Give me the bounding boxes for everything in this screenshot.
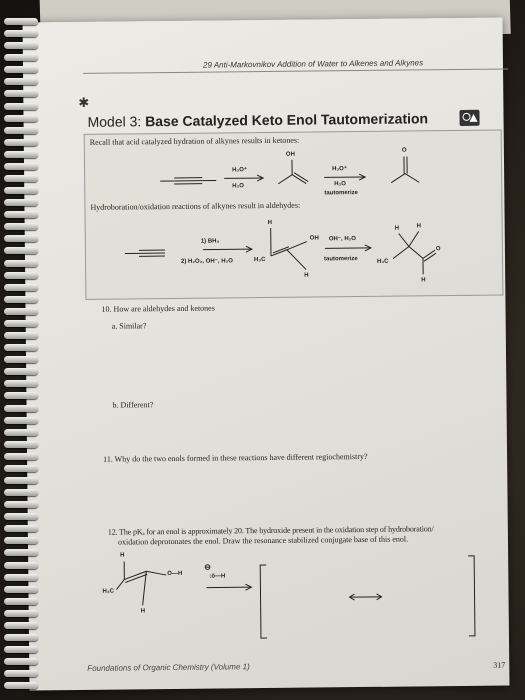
spiral-coil: [4, 127, 38, 134]
footer: Foundations of Organic Chemistry (Volume 1): [87, 662, 250, 673]
scheme1-reagent2-top: H₃O⁺: [332, 166, 348, 173]
question-12-line2: oxidation deprotonates the enol. Draw the resonance stabilized conjugate base of this enol.: [117, 534, 409, 547]
spiral-coil: [4, 344, 38, 351]
spiral-coil: [4, 368, 38, 375]
star-icon: ✱: [78, 95, 90, 111]
spiral-coil: [4, 103, 38, 110]
scheme2-h3c: H₃C: [253, 257, 266, 264]
spiral-coil: [4, 392, 38, 399]
spiral-coil: [4, 332, 38, 339]
scheme2-h-bottom: H: [304, 272, 309, 279]
spiral-coil: [4, 308, 38, 315]
scheme2-ald-h3c: H₃C: [377, 258, 389, 265]
spiral-coil: [4, 489, 38, 496]
q12-o-h: O—H: [167, 570, 183, 578]
spiral-coil: [4, 296, 38, 303]
spiral-coil: [4, 78, 38, 85]
scheme2-reagent-top: OH⁻, H₂O: [328, 236, 357, 243]
scheme1-tautomerize: tautomerize: [324, 190, 359, 197]
spiral-coil: [4, 54, 38, 61]
spiral-coil: [4, 441, 38, 448]
spiral-coil: [4, 549, 38, 556]
scheme1-reagent1-bottom: H₂O: [232, 183, 244, 190]
scheme2-oh-label: OH: [309, 235, 319, 242]
spiral-coil: [4, 151, 38, 158]
spiral-coil: [4, 417, 38, 424]
q12-left-bracket: [260, 565, 267, 638]
q12-right-bracket: [468, 556, 475, 636]
spiral-coil: [4, 586, 38, 593]
header-rule: [83, 68, 508, 73]
running-head: 29 Anti-Markovnikov Addition of Water to Alkenes and Alkynes: [202, 58, 424, 70]
spiral-binding: [0, 18, 42, 690]
spiral-coil: [4, 513, 38, 520]
spiral-coil: [4, 66, 38, 73]
scheme2-ald-h1: H: [394, 225, 400, 232]
question-10a: a. Similar?: [111, 321, 147, 331]
worksheet-page: [23, 18, 510, 691]
spiral-coil: [4, 356, 38, 363]
question-11: 11. Why do the two enols formed in these reactions have different regiochemistry?: [103, 451, 368, 464]
spiral-coil: [4, 163, 38, 170]
spiral-coil: [4, 658, 38, 665]
spiral-coil: [4, 610, 38, 617]
spiral-coil: [4, 42, 38, 49]
spiral-coil: [4, 682, 38, 689]
spiral-coil: [4, 465, 38, 472]
spiral-coil: [4, 187, 38, 194]
scheme1-ketone-o: O: [401, 147, 407, 154]
scheme2-h-top: H: [267, 219, 273, 226]
scheme1-reagent1-top: H₃O⁺: [232, 167, 248, 174]
spiral-coil: [4, 501, 38, 508]
scheme2-tautomerize: tautomerize: [323, 256, 358, 263]
spiral-coil: [4, 598, 38, 605]
box-line-aldehydes: Hydroboration/oxidation reactions of alkynes result in aldehydes:: [90, 200, 301, 212]
spiral-coil: [4, 260, 38, 267]
model-title-bold: Base Catalyzed Keto Enol Tautomerization: [145, 110, 429, 130]
activity-icon: [459, 110, 479, 126]
q12-hydroxide: :ö—H: [209, 573, 226, 580]
model-title: [87, 110, 428, 130]
spiral-coil: [4, 18, 38, 25]
q12-h3c: H₃C: [102, 588, 114, 595]
spiral-coil: [4, 646, 38, 653]
question-10b: b. Different?: [112, 400, 154, 410]
spiral-coil: [4, 284, 38, 291]
spiral-coil: [4, 453, 38, 460]
scheme2-ald-h2: H: [416, 223, 422, 230]
spiral-coil: [4, 199, 38, 206]
spiral-coil: [4, 405, 38, 412]
spiral-coil: [4, 247, 38, 254]
spiral-coil: [4, 90, 38, 97]
scheme2-ald-h-bottom: H: [421, 277, 426, 284]
spiral-coil: [4, 175, 38, 182]
q12-h-bottom: H: [140, 608, 146, 615]
spiral-coil: [4, 223, 38, 230]
spiral-coil: [4, 574, 38, 581]
scheme1-reagent2-bottom: H₂O: [334, 181, 346, 188]
scheme2-step2: 2) H₂O₂, OH⁻, H₂O: [180, 258, 233, 265]
spiral-coil: [4, 211, 38, 218]
scheme2-step1: 1) BH₃: [200, 238, 220, 245]
spiral-coil: [4, 429, 38, 436]
spiral-coil: [4, 477, 38, 484]
spiral-coil: [4, 320, 38, 327]
spiral-coil: [4, 525, 38, 532]
spiral-coil: [4, 139, 38, 146]
q12-h-top: H: [120, 552, 125, 559]
spiral-coil: [4, 30, 38, 37]
question-10: 10. How are aldehydes and ketones: [101, 303, 215, 314]
question-12-line1: 12. The pKₐ for an enol is approximately 20. The hydroxide present in the oxidation step of hydroboration/: [107, 524, 434, 537]
page-number: 317: [493, 660, 506, 670]
box-line-ketones: Recall that acid catalyzed hydration of alkynes results in ketones:: [89, 135, 300, 147]
spiral-coil: [4, 634, 38, 641]
spiral-coil: [4, 115, 38, 122]
spiral-coil: [4, 562, 38, 569]
scheme1-oh-label: OH: [285, 151, 295, 158]
q12-charge: ⊖: [204, 562, 211, 572]
scheme2-ald-o: O: [435, 246, 441, 253]
spiral-coil: [4, 670, 38, 677]
model-title-prefix: Model 3:: [87, 113, 146, 130]
spiral-coil: [4, 622, 38, 629]
spiral-coil: [4, 272, 38, 279]
spiral-coil: [4, 537, 38, 544]
spiral-coil: [4, 380, 38, 387]
spiral-coil: [4, 235, 38, 242]
